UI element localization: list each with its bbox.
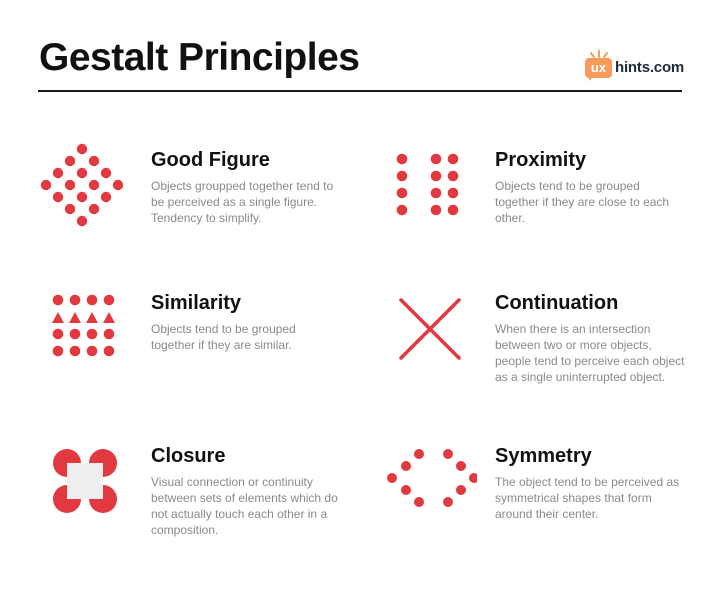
- principle-description: When there is an intersection between two or more objects, people tend to perceive each object as a single uninterrupted object.: [495, 322, 685, 384]
- logo-text: hints.com: [615, 59, 685, 76]
- closure-circles-square-icon: [52, 448, 118, 514]
- principle-description: Objects tend to be grouped together if they are similar.: [151, 322, 296, 352]
- principle-description: Visual connection or continuity between sets of elements which do not actually touch each other in a composition.: [151, 475, 338, 537]
- logo-badge: ux: [585, 58, 612, 78]
- principle-title: Continuation: [495, 292, 619, 314]
- principle-description: Objects groupped together tend to be perceived as a single figure. Tendency to simplify.: [151, 179, 334, 225]
- principle-title: Proximity: [495, 149, 587, 171]
- logo-badge-tail: [589, 75, 595, 81]
- principle-title: Similarity: [151, 292, 242, 314]
- principle-title: Symmetry: [495, 445, 592, 467]
- symmetry-dot-brackets-icon: [385, 446, 477, 512]
- principle-title: Good Figure: [151, 149, 270, 171]
- page-title: Gestalt Principles: [39, 36, 360, 79]
- uxhints-logo[interactable]: [585, 50, 685, 82]
- continuation-cross-lines-icon: [396, 295, 464, 363]
- principle-title: Closure: [151, 445, 226, 467]
- principle-description: The object tend to be perceived as symmetrical shapes that form around their center.: [495, 475, 680, 521]
- title-divider: [38, 90, 682, 92]
- proximity-dot-columns-icon: [393, 150, 463, 218]
- principle-description: Objects tend to be grouped together if they are close to each other.: [495, 179, 670, 225]
- similarity-dots-triangles-icon: [48, 290, 120, 362]
- good-figure-diamond-dots-icon: [38, 142, 128, 232]
